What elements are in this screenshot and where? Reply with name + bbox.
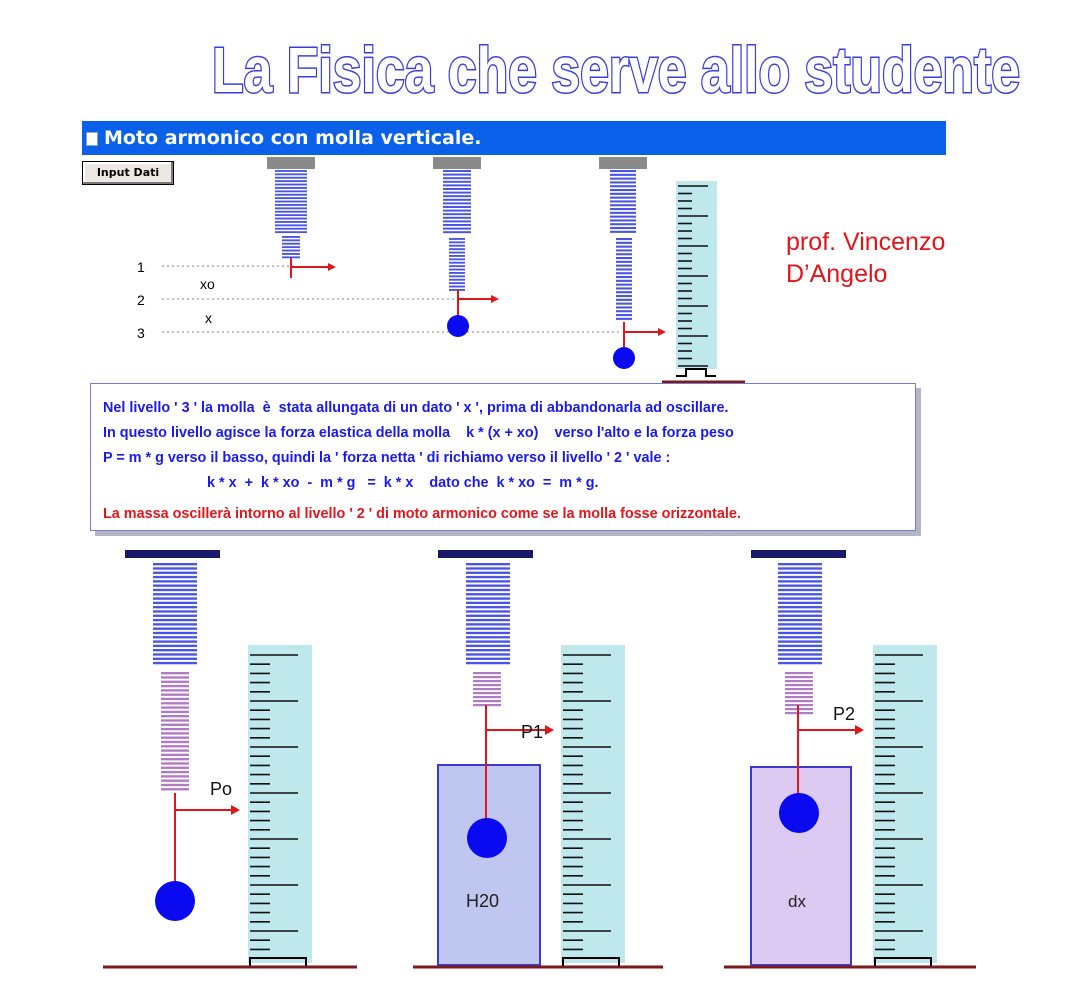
ruler-1 <box>248 645 312 963</box>
mass-ball-air <box>155 881 195 921</box>
spring-coil <box>161 672 189 790</box>
info-line-2: In questo livello agisce la forza elastica della molla k * (x + xo) verso l'alto e la forza peso <box>103 425 734 441</box>
xo-label: xo <box>200 276 215 292</box>
banner-title: La Fisica che serve allo studente <box>212 34 1020 106</box>
spring-coil <box>778 563 822 664</box>
label-po: Po <box>210 779 233 799</box>
author-line-2: D’Angelo <box>786 260 888 288</box>
mass-ball-dx <box>779 793 819 833</box>
window-title: Moto armonico con molla verticale. <box>104 127 482 149</box>
panel-water <box>438 550 625 966</box>
ruler-2 <box>561 645 625 963</box>
input-data-button[interactable]: Input Dati <box>82 161 174 185</box>
level-1-label: 1 <box>137 259 145 275</box>
spring-coil <box>473 672 501 706</box>
liquid-label-h20: H20 <box>466 891 500 911</box>
level-3-label: 3 <box>137 325 145 341</box>
author-line-1: prof. Vincenzo <box>786 228 946 256</box>
label-p1: P1 <box>521 722 544 742</box>
info-line-3: P = m * g verso il basso, quindi la ' forza netta ' di richiamo verso il livello ' 2 ' vale : <box>103 450 671 466</box>
spring-coil <box>153 563 197 664</box>
beaker-water <box>438 765 540 965</box>
ruler-3 <box>873 645 937 963</box>
x-label: x <box>205 310 212 326</box>
mass-ball-water <box>467 818 507 858</box>
info-line-5: La massa oscillerà intorno al livello ' 2 ' di moto armonico come se la molla fosse orizzontale. <box>103 506 741 522</box>
liquid-label-dx: dx <box>788 892 806 911</box>
panel-liquid-dx <box>751 550 937 966</box>
panel-air <box>125 550 312 966</box>
info-line-1: Nel livello ' 3 ' la molla è stata allungata di un dato ' x ', prima di abbandonarla ad oscillare. <box>103 400 729 416</box>
level-2-label: 2 <box>137 292 145 308</box>
spring-coil <box>466 563 510 664</box>
label-p2: P2 <box>833 704 856 724</box>
info-line-4: k * x + k * xo - m * g = k * x dato che k * xo = m * g. <box>207 475 599 491</box>
